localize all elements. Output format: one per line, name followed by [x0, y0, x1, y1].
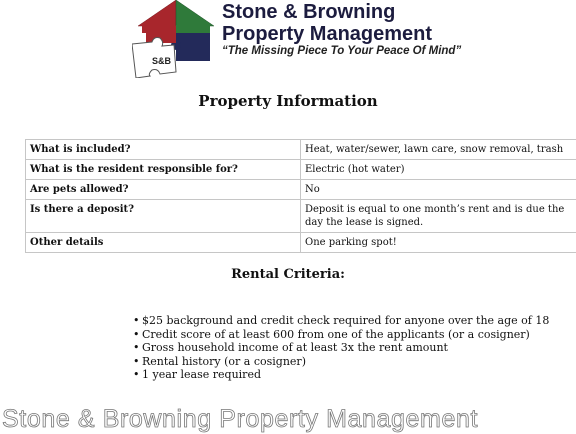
- company-logo: [132, 0, 220, 78]
- property-info-title: Property Information: [0, 92, 576, 110]
- puzzle-house-icon: [132, 0, 220, 78]
- list-item: • Gross household income of at least 3x the rent amount: [133, 341, 549, 355]
- row-answer: No: [301, 180, 576, 200]
- list-item: • Credit score of at least 600 from one of the applicants (or a cosigner): [133, 328, 549, 342]
- table-row: [26, 180, 576, 200]
- row-question: Are pets allowed?: [26, 180, 301, 200]
- row-question: Other details: [26, 233, 301, 253]
- company-tagline: “The Missing Piece To Your Peace Of Mind”: [222, 46, 461, 58]
- table-row: [26, 200, 576, 233]
- table-row: [26, 160, 576, 180]
- table-row: [26, 233, 576, 253]
- rental-criteria-list: [133, 314, 549, 382]
- row-question: What is included?: [26, 140, 301, 160]
- list-item: • 1 year lease required: [133, 368, 549, 382]
- watermark: Stone & Browning Property Management: [2, 405, 478, 434]
- rental-criteria-title: Rental Criteria:: [0, 267, 576, 282]
- row-answer: Electric (hot water): [301, 160, 576, 180]
- company-name-line2: Property Management: [222, 24, 432, 44]
- logo-text: S&B: [152, 56, 172, 66]
- list-item: • $25 background and credit check required for anyone over the age of 18: [133, 314, 549, 328]
- row-answer: Deposit is equal to one month’s rent and is due the day the lease is signed.: [301, 200, 576, 233]
- property-info-table: [25, 139, 576, 253]
- company-name-line1: Stone & Browning: [222, 2, 395, 22]
- row-answer: Heat, water/sewer, lawn care, snow removal, trash: [301, 140, 576, 160]
- list-item: • Rental history (or a cosigner): [133, 355, 549, 369]
- table-row: [26, 140, 576, 160]
- row-question: What is the resident responsible for?: [26, 160, 301, 180]
- row-question: Is there a deposit?: [26, 200, 301, 233]
- row-answer: One parking spot!: [301, 233, 576, 253]
